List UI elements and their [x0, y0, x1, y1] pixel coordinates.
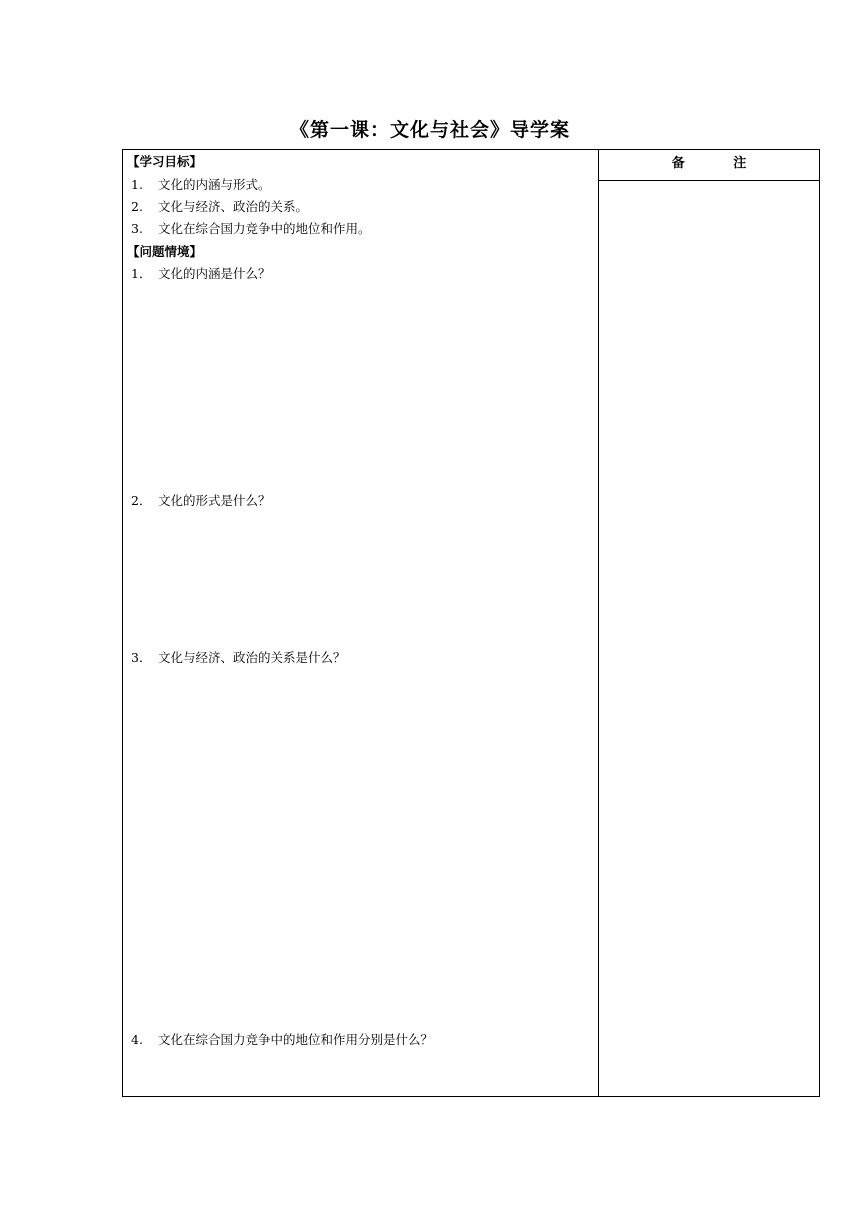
question-text: 文化的形式是什么？ [158, 493, 271, 508]
column-divider [598, 150, 599, 1096]
objective-text: 文化的内涵与形式。 [158, 177, 271, 192]
remarks-header: 备 注 [599, 150, 819, 181]
objective-number: 3. [131, 221, 143, 236]
question-item [131, 1032, 433, 1048]
objective-item [131, 177, 271, 193]
question-text: 文化与经济、政治的关系是什么？ [158, 650, 346, 665]
objective-text: 文化在综合国力竞争中的地位和作用。 [158, 221, 371, 236]
objective-item [131, 221, 371, 237]
objective-number: 1. [131, 177, 143, 192]
question-item [131, 650, 346, 666]
objective-text: 文化与经济、政治的关系。 [158, 199, 309, 214]
question-number: 1． [131, 266, 152, 281]
page-title: 《第一课：文化与社会》导学案 [289, 119, 570, 141]
question-text: 文化在综合国力竞争中的地位和作用分别是什么？ [158, 1032, 434, 1047]
objectives-heading: 【学习目标】 [127, 154, 203, 169]
question-number: 4. [131, 1032, 143, 1047]
question-item [131, 266, 271, 282]
objective-number: 2. [131, 199, 143, 214]
question-item [131, 493, 271, 509]
worksheet-table [122, 149, 820, 1097]
question-number: 3． [131, 650, 152, 665]
question-text: 文化的内涵是什么？ [158, 266, 271, 281]
questions-heading: 【问题情境】 [127, 244, 203, 259]
objective-item [131, 199, 308, 215]
question-number: 2． [131, 493, 152, 508]
